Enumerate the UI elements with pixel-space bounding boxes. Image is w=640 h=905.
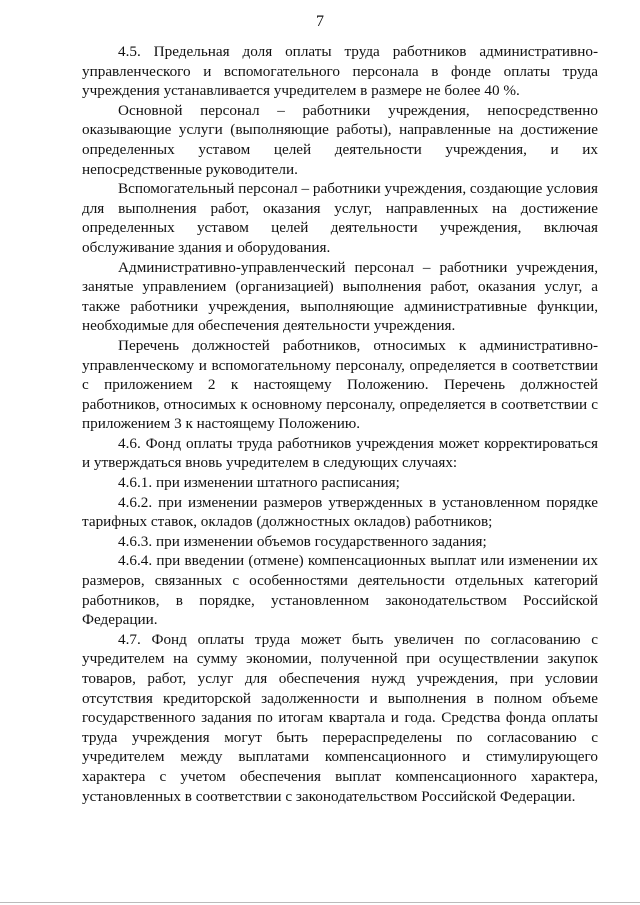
page-bottom-edge (0, 902, 640, 903)
paragraph-4-7: 4.7. Фонд оплаты труда может быть увеличен по согласованию с учредителем на сумму экономии, полученной при осуществлении закупок товаров, работ, услуг для обеспечения нужд учреждения, при условии отсутствия кредиторской задолженности и выполнения в полном объеме государственного задания по итогам квартала и года. Средства фонда оплаты труда учреждения могут быть перераспределены по согласованию с учредителем между выплатами компенсационного и стимулирующего характера с учетом обеспечения выплат компенсационного характера, установленных в соответствии с законодательством Российской Федерации. (82, 630, 598, 805)
paragraph-4-6-3: 4.6.3. при изменении объемов государственного задания; (118, 532, 487, 550)
paragraph-admin-staff: Административно-управленческий персонал – работники учреждения, занятые управлением (организацией) выполнения работ, оказания услуг, а также работники учреждения, выполняющие административные функции, необходимые для обеспечения деятельности учреждения. (82, 258, 598, 335)
page-number: 7 (316, 13, 324, 30)
paragraph-4-6-1: 4.6.1. при изменении штатного расписания; (118, 474, 400, 492)
paragraph-4-6-4: 4.6.4. при введении (отмене) компенсационных выплат или изменении их размеров, связанных с особенностями деятельности отдельных категорий работников, в порядке, установленном законодательством Российской Федерации. (82, 552, 598, 629)
paragraph-4-6-2: 4.6.2. при изменении размеров утвержденных в установленном порядке тарифных ставок, окладов (должностных окладов) работников; (82, 493, 598, 531)
paragraph-support-staff: Вспомогательный персонал – работники учреждения, создающие условия для выполнения работ, оказания услуг, направленных на достижение определенных уставом целей деятельности учреждения, включая обслуживание здания и оборудования. (82, 180, 598, 256)
paragraph-4-6: 4.6. Фонд оплаты труда работников учреждения может корректироваться и утверждаться вновь учредителем в следующих случаях: (82, 434, 598, 472)
paragraph-position-lists: Перечень должностей работников, относимых к административно-управленческому и вспомогательному персоналу, определяется в соответствии с приложением 2 к настоящему Положению. Перечень должностей работников, относимых к основному персоналу, определяется в соответствии с приложением 3 к настоящему Положению. (82, 336, 598, 433)
document-body (82, 42, 598, 806)
paragraph-4-5: 4.5. Предельная доля оплаты труда работников административно-управленческого и вспомогательного персонала в фонде оплаты труда учреждения устанавливается учредителем в размере не более 40 %. (82, 43, 598, 100)
paragraph-main-staff: Основной персонал – работники учреждения, непосредственно оказывающие услуги (выполняющие работы), направленные на достижение определенных уставом целей деятельности учреждения, и их непосредственные руководители. (82, 101, 598, 178)
